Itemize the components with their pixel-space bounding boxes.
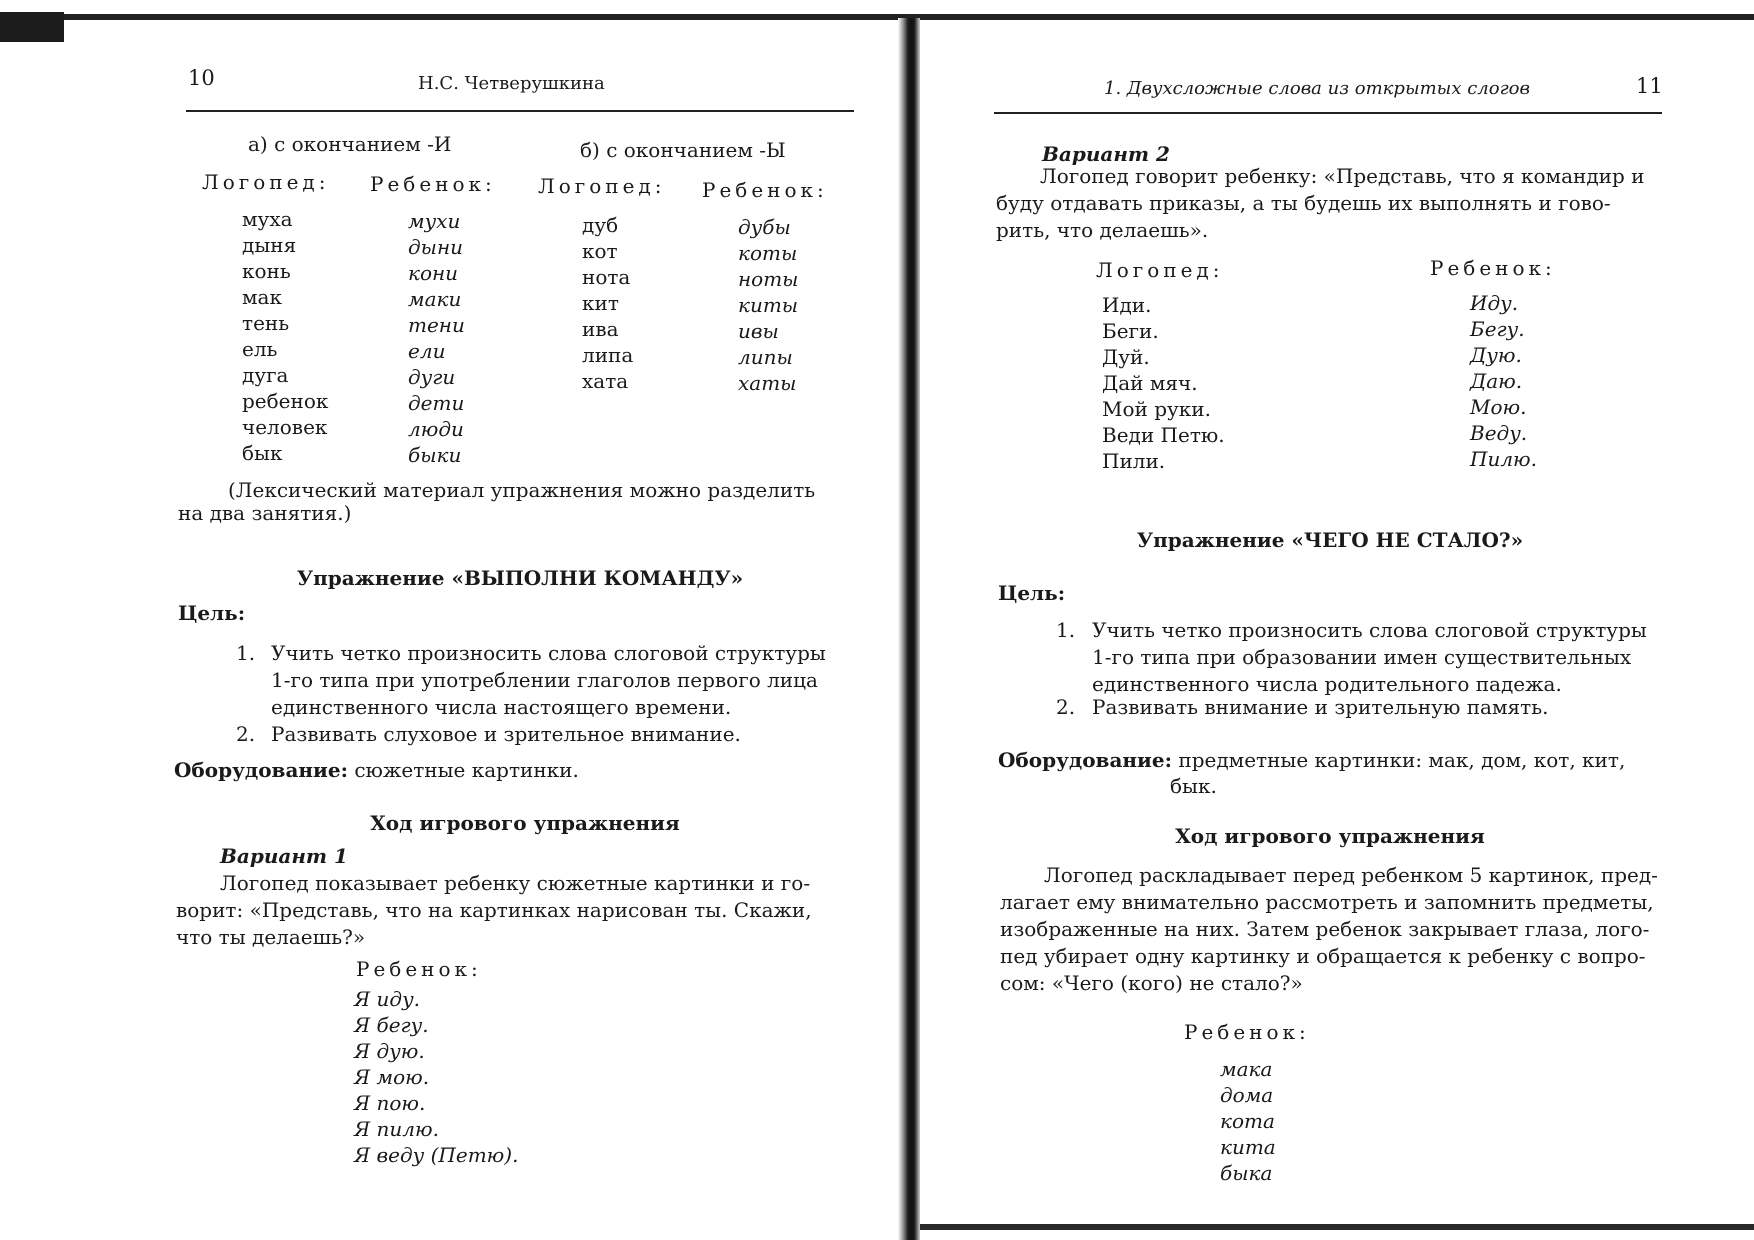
progress-title: Ход игрового упражнения [370,811,680,835]
child-reply: Мою. [1470,395,1527,419]
goal-item [1092,617,1672,698]
exercise-title: Упражнение «ВЫПОЛНИ КОМАНДУ» [296,566,744,590]
table-a-logoped-header: Логопед: [202,170,330,194]
variant-text-line: Логопед говорит ребенку: «Представь, что я командир и [1040,164,1645,188]
variant-text-line: ворит: «Представь, что на картинках нарисован ты. Скажи, [176,898,812,922]
logoped-commands [1102,292,1225,474]
child-replies [1470,290,1537,472]
goal-line: 1-го типа при образовании имен существительных [1092,645,1632,669]
table-a-logoped-word: человек [242,415,328,439]
goal-line: Развивать внимание и зрительную память. [1092,695,1549,719]
table-a-logoped-word: мак [242,285,282,309]
section-b-title: б) с окончанием -Ы [580,138,786,162]
equipment-label: Оборудование: [174,758,348,782]
table-a-child-word: дуги [408,365,456,389]
child-answer: кота [1220,1109,1275,1133]
table-b-logoped-header: Логопед: [538,174,666,198]
table-b-child-word: дубы [738,215,791,239]
table-b-logoped-word: хата [582,369,629,393]
variant-text-line: рить, что делаешь». [996,218,1209,242]
equipment-line [174,757,579,783]
table-a-child-word: ели [408,339,446,363]
goal-line: 1-го типа при употреблении глаголов первого лица [271,668,818,692]
goal-number: 1. [1056,618,1076,642]
table-b-child-word: киты [738,293,799,317]
table-a-logoped-word: дуга [242,363,289,387]
equipment-text: сюжетные картинки. [354,758,579,782]
logoped-command: Мой руки. [1102,397,1211,421]
logoped-command: Беги. [1102,319,1159,343]
progress-title: Ход игрового упражнения [1175,824,1485,848]
table-a-child-word: люди [408,417,464,441]
variant-title: Вариант 1 [220,844,348,868]
logoped-command: Пили. [1102,449,1166,473]
table-a-logoped-word: муха [242,207,293,231]
variant-paragraph [996,163,1662,244]
child-answer: кита [1220,1135,1276,1159]
progress-text-line: сом: «Чего (кого) не стало?» [1000,971,1303,995]
goal-item [1092,694,1672,721]
child-reply: Дую. [1470,343,1522,367]
logoped-command: Иди. [1102,293,1152,317]
logoped-command: Дай мяч. [1102,371,1198,395]
table-a-child-word: кони [408,261,459,285]
table-a-child-column [408,208,465,468]
note-line: (Лексический материал упражнения можно разделить [228,478,816,502]
table-b-child-column [738,214,798,396]
child-header: Ребенок: [1430,256,1556,280]
child-answer: Я дую. [354,1039,425,1063]
child-answer: Я пилю. [354,1117,439,1141]
child-label: Ребенок: [1184,1020,1310,1044]
goal-item [271,640,851,721]
table-a-logoped-word: ель [242,337,278,361]
page-number: 10 [188,66,215,90]
variant-text-line: буду отдавать приказы, а ты будешь их выполнять и гово- [996,191,1611,215]
equipment-label: Оборудование: [998,748,1172,772]
child-reply: Пилю. [1470,447,1538,471]
child-reply: Веду. [1470,421,1528,445]
table-b-child-header: Ребенок: [702,178,828,202]
table-a-child-word: дыни [408,235,464,259]
table-b-logoped-word: нота [582,265,631,289]
equipment-text-continued: бык. [1170,774,1217,798]
goal-line: единственного числа настоящего времени. [271,695,732,719]
child-answer: быка [1220,1161,1273,1185]
goal-label: Цель: [998,581,1066,605]
table-b-child-word: ивы [738,319,779,343]
table-b-child-word: хаты [738,371,797,395]
logoped-command: Дуй. [1102,345,1150,369]
goal-number: 2. [236,722,256,746]
table-b-logoped-column [582,212,633,394]
progress-text-line: лагает ему внимательно рассмотреть и запомнить предметы, [1000,890,1654,914]
child-answer: Я мою. [354,1065,430,1089]
child-answer: мака [1220,1057,1273,1081]
goal-label: Цель: [178,601,246,625]
page-number: 11 [1636,74,1663,98]
right-page [920,0,1754,1240]
logoped-header: Логопед: [1096,258,1224,282]
child-answer: Я иду. [354,987,421,1011]
table-a-child-word: быки [408,443,462,467]
table-b-logoped-word: кит [582,291,619,315]
goal-number: 2. [1056,695,1076,719]
child-reply: Иду. [1470,291,1519,315]
equipment-line [998,747,1625,773]
child-label: Ребенок: [356,957,482,981]
goal-line: единственного числа родительного падежа. [1092,672,1562,696]
progress-text-line: изображенные на них. Затем ребенок закрывает глаза, лого- [1000,917,1650,941]
child-answer: дома [1220,1083,1274,1107]
logoped-command: Веди Петю. [1102,423,1225,447]
table-b-logoped-word: ива [582,317,619,341]
progress-text-line: пед убирает одну картинку и обращается к ребенку с вопро- [1000,944,1646,968]
goal-item [271,721,851,748]
table-b-child-word: коты [738,241,798,265]
progress-paragraph [1000,862,1666,997]
table-a-logoped-word: дыня [242,233,297,257]
goal-number: 1. [236,641,256,665]
table-b-logoped-word: липа [582,343,634,367]
table-a-logoped-word: конь [242,259,291,283]
child-answers [354,986,518,1168]
variant-title: Вариант 2 [1042,142,1170,166]
table-b-child-word: ноты [738,267,799,291]
child-answer: Я бегу. [354,1013,429,1037]
table-a-logoped-word: бык [242,441,283,465]
goal-line: Развивать слуховое и зрительное внимание. [271,722,741,746]
equipment-text: предметные картинки: мак, дом, кот, кит, [1178,748,1626,772]
header-rule [186,110,854,112]
header-rule [994,112,1662,114]
table-a-logoped-word: ребенок [242,389,329,413]
child-reply: Бегу. [1470,317,1525,341]
table-a-child-word: тени [408,313,465,337]
table-b-logoped-word: кот [582,239,618,263]
running-header: 1. Двухсложные слова из открытых слогов [1104,78,1530,99]
child-answer: Я веду (Петю). [354,1143,519,1167]
exercise-title: Упражнение «ЧЕГО НЕ СТАЛО?» [1136,528,1524,552]
child-reply: Даю. [1470,369,1523,393]
variant-text-line: Логопед показывает ребенку сюжетные картинки и го- [220,871,811,895]
note-line: на два занятия.) [178,501,352,525]
table-a-child-header: Ребенок: [370,172,496,196]
table-a-child-word: мухи [408,209,461,233]
running-header: Н.С. Четверушкина [418,73,605,94]
goal-line: Учить четко произносить слова слоговой структуры [1092,618,1647,642]
table-b-child-word: липы [738,345,793,369]
goal-line: Учить четко произносить слова слоговой структуры [271,641,826,665]
book-spine [898,18,920,1240]
variant-paragraph [176,870,836,951]
table-a-child-word: маки [408,287,462,311]
progress-text-line: Логопед раскладывает перед ребенком 5 картинок, пред- [1044,863,1658,887]
table-a-logoped-word: тень [242,311,290,335]
table-a-logoped-column [242,206,328,466]
table-b-logoped-word: дуб [582,213,619,237]
section-a-title: а) с окончанием -И [248,132,452,156]
table-a-child-word: дети [408,391,465,415]
child-answer: Я пою. [354,1091,426,1115]
variant-text-line: что ты делаешь?» [176,925,366,949]
child-answers [1220,1056,1276,1186]
